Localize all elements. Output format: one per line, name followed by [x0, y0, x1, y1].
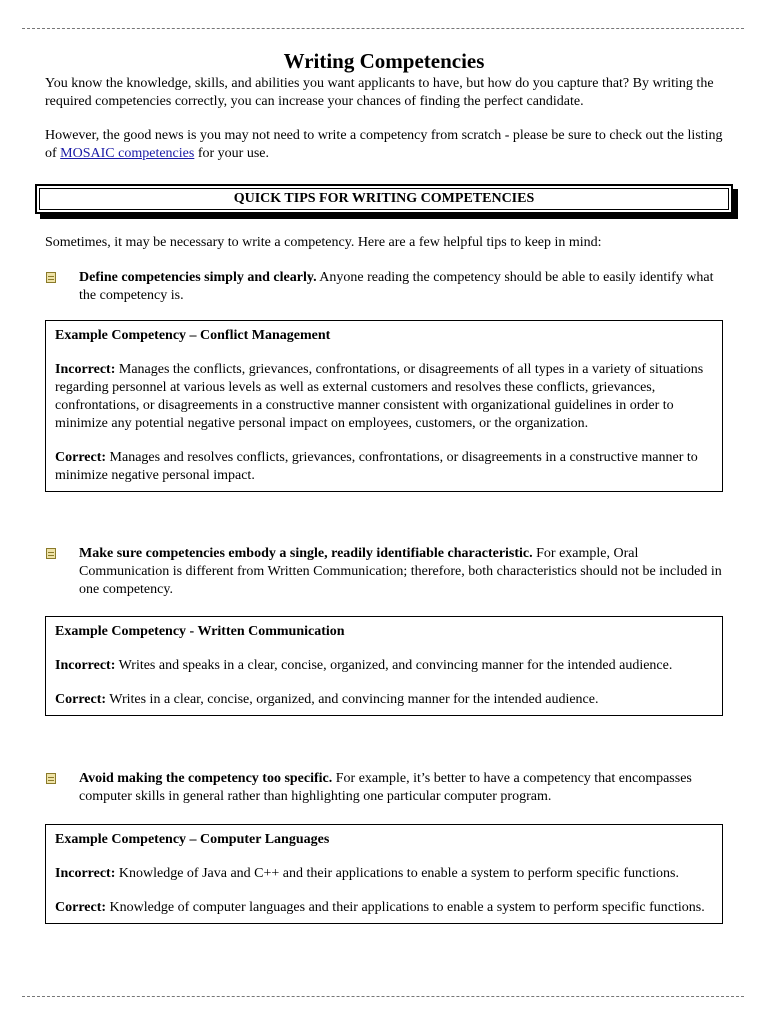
example-title: Example Competency - Written Communication [55, 624, 345, 639]
page-bottom-edge [22, 996, 744, 997]
incorrect-example [55, 865, 713, 883]
incorrect-text: Manages the conflicts, grievances, confrontations, or disagreements of all types in a variety of situations regarding personnel at various levels as well as external customers and resolves these conflicts, grievances, confrontations, or disagreements in a constructive manner consistent with organizational guidelines in order to minimize any potential negative personal impact on employees, customers, or the organization. [55, 362, 704, 431]
page-title: Writing Competencies [283, 49, 485, 73]
tip-2 [79, 545, 729, 599]
correct-text: Knowledge of computer languages and their applications to enable a system to perform specific functions. [106, 900, 705, 915]
tip-3-heading: Avoid making the competency too specific. [79, 771, 333, 786]
correct-example [55, 899, 713, 917]
example-box-conflict-management [45, 320, 723, 492]
incorrect-label: Incorrect: [55, 362, 116, 377]
incorrect-label: Incorrect: [55, 658, 116, 673]
quick-tips-banner [35, 184, 733, 214]
incorrect-text: Writes and speaks in a clear, concise, organized, and convincing manner for the intended audience. [115, 658, 673, 673]
quick-tips-heading: QUICK TIPS FOR WRITING COMPETENCIES [39, 188, 729, 210]
example-box-written-communication [45, 616, 723, 716]
incorrect-text: Knowledge of Java and C++ and their applications to enable a system to perform specific functions. [115, 866, 679, 881]
tip-3-text: For example, it’s better to have a competency that encompasses computer skills in general rather than highlighting one particular computer program. [79, 771, 692, 804]
intro-p2-text-after: for your use. [194, 145, 269, 161]
tip-1 [79, 269, 729, 305]
tips-lead-text: Sometimes, it may be necessary to write a competency. Here are a few helpful tips to keep in mind: [45, 235, 602, 250]
correct-example [55, 691, 713, 709]
tip-1-heading: Define competencies simply and clearly. [79, 270, 317, 285]
incorrect-label: Incorrect: [55, 866, 116, 881]
example-box-computer-languages [45, 824, 723, 924]
incorrect-example [55, 361, 713, 433]
correct-text: Writes in a clear, concise, organized, and convincing manner for the intended audience. [106, 692, 599, 707]
example-title: Example Competency – Computer Languages [55, 832, 330, 847]
intro-paragraph-2 [45, 127, 735, 162]
bullet-icon [46, 773, 56, 784]
tip-3 [79, 770, 729, 806]
correct-label: Correct: [55, 900, 107, 915]
bullet-icon [46, 548, 56, 559]
correct-text: Manages and resolves conflicts, grievances, confrontations, or disagreements in a constructive manner to minimize negative personal impact. [55, 450, 698, 483]
tip-1-text: Anyone reading the competency should be able to easily identify what the competency is. [79, 270, 714, 303]
incorrect-example [55, 657, 713, 675]
intro-p2-text-before: However, the good news is you may not need to write a competency from scratch - please be sure to check out the listing of [45, 128, 723, 161]
correct-example [55, 449, 713, 485]
correct-label: Correct: [55, 692, 107, 707]
page-top-edge [22, 28, 744, 29]
example-title: Example Competency – Conflict Management [55, 328, 331, 343]
tip-2-text: For example, Oral Communication is different from Written Communication; therefore, both characteristics should not be included in one competency. [79, 546, 722, 597]
tip-2-heading: Make sure competencies embody a single, readily identifiable characteristic. [79, 546, 533, 561]
intro-paragraph-1: You know the knowledge, skills, and abilities you want applicants to have, but how do you capture that? By writing the required competencies correctly, you can increase your chances of finding the perfect candidate. [45, 76, 714, 109]
bullet-icon [46, 272, 56, 283]
correct-label: Correct: [55, 450, 107, 465]
mosaic-competencies-link[interactable]: MOSAIC competencies [60, 145, 195, 161]
